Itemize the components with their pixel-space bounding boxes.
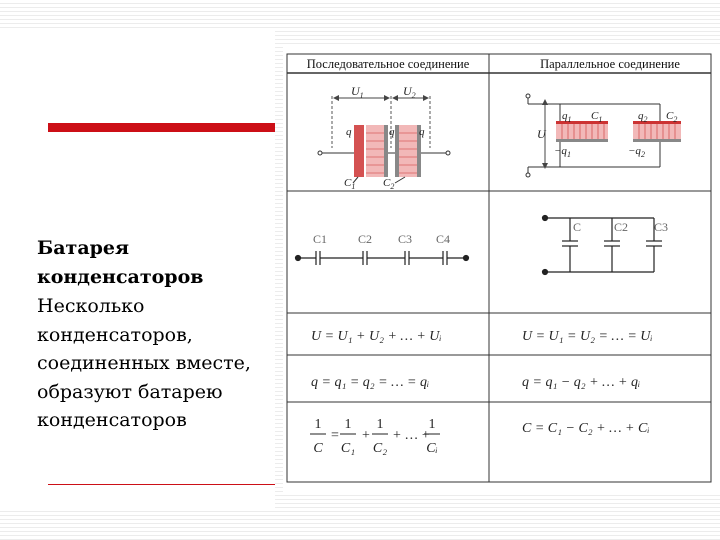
formula-c-parallel: C = C₁ − C₂ + … + Cᵢ — [522, 421, 650, 436]
svg-text:C2: $C_2$ — [383, 177, 395, 191]
desc-line: конденсаторов — [37, 409, 187, 431]
series-label-c2: C2 — [358, 232, 373, 246]
svg-text:Cᵢ: Cᵢ — [426, 441, 438, 456]
svg-text:U: U — [537, 127, 546, 141]
series-label-c3: C3 — [398, 232, 413, 246]
formula-q-series: q = q₁ = q₂ = … = qᵢ — [311, 375, 430, 390]
title-line-2: конденсаторов — [37, 266, 204, 288]
svg-text:+: + — [362, 428, 370, 443]
title-line-1: Батарея — [37, 237, 130, 259]
desc-line: Несколько — [37, 295, 145, 317]
svg-text:C₁: C₁ — [340, 441, 356, 456]
series-label-c1: C1 — [313, 232, 328, 246]
svg-text:U2: $U_2$ — [403, 84, 416, 100]
parallel-diagram — [526, 94, 681, 177]
svg-text:q: q — [346, 126, 352, 138]
series-label-c4: C4 — [436, 232, 451, 246]
svg-text:−q2: $-q_2$ — [628, 145, 645, 159]
svg-text:U1: $U_1$ — [351, 84, 364, 100]
formula-q-parallel: q = q₁ − q₂ + … + qᵢ — [522, 375, 641, 390]
capacitor-plate — [633, 139, 681, 142]
header-parallel: Параллельное соединение — [540, 57, 680, 71]
capacitor-plate — [395, 125, 399, 177]
desc-line: конденсаторов, — [37, 323, 193, 346]
formula-c-series — [310, 417, 440, 456]
header-series: Последовательное соединение — [306, 57, 470, 71]
svg-text:q2: $q_2$ — [638, 110, 648, 124]
svg-text:+ … +: + … + — [393, 428, 430, 443]
svg-text:q: q — [389, 126, 395, 138]
svg-text:=: = — [331, 428, 339, 443]
svg-text:−q1: $-q_1$ — [554, 145, 571, 159]
svg-text:q1: $q_1$ — [562, 110, 572, 124]
desc-line: соединенных вместе, — [37, 352, 251, 374]
svg-text:C: C — [313, 441, 323, 456]
desc-line: образуют батарею — [37, 380, 223, 403]
series-schematic — [296, 251, 469, 265]
capacitor-field — [556, 124, 608, 139]
capacitor-plate — [354, 125, 364, 177]
svg-text:1: 1 — [376, 417, 384, 432]
svg-text:C1: $C_1$ — [344, 177, 356, 191]
formula-u-parallel: U = U₁ = U₂ = … = Uᵢ — [522, 329, 653, 344]
parallel-label-c2: C2 — [614, 220, 629, 234]
parallel-label-c3: C3 — [654, 220, 669, 234]
svg-text:C₂: C₂ — [372, 441, 388, 456]
svg-text:C2: $C_2$ — [666, 110, 678, 124]
svg-text:1: 1 — [314, 417, 322, 432]
capacitor-plate — [556, 139, 608, 142]
formula-u-series: U = U₁ + U₂ + … + Uᵢ — [311, 329, 442, 344]
svg-text:C1: $C_1$ — [591, 110, 603, 124]
parallel-label-c: C — [573, 220, 582, 234]
capacitor-plate — [384, 125, 388, 177]
parallel-schematic — [543, 216, 663, 275]
series-diagram — [318, 84, 450, 191]
svg-text:1: 1 — [344, 417, 352, 432]
svg-text:q: q — [419, 126, 425, 138]
svg-text:1: 1 — [428, 417, 436, 432]
